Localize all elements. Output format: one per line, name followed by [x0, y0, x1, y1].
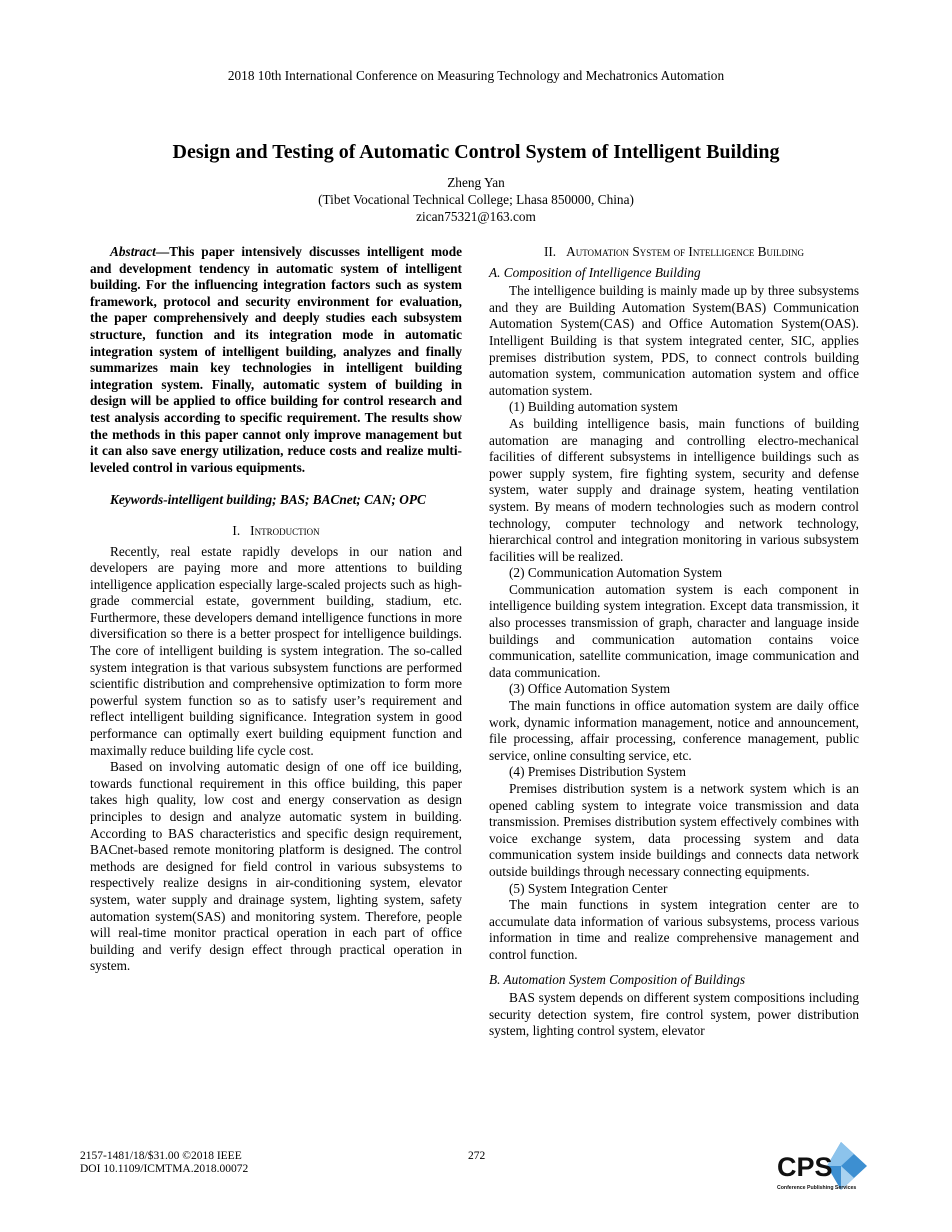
abstract-text: —This paper intensively discusses intelligent mode and development tendency in automatic system of intelligent building. For the influencing integration factors such as system framework, protocol and security environment for evaluation, the paper comprehensively and deeply studies each subsystem structure, function and its integration mode in automatic integration system of intelligent building, analyzes and finally summarizes main key technologies in intelligent building integration system. Finally, automatic system of building in design will be applied to office building for control research and test analysis according to specific requirement. The results show the methods in this paper cannot only improve management but it can also save energy utilization, reduce costs and realize multi-leveled control in various equipments.: [90, 244, 462, 475]
subsection-heading-b: B. Automation System Composition of Buildings: [489, 971, 746, 987]
section-number: I.: [232, 522, 241, 538]
paragraph: The intelligence building is mainly made up by three subsystems and they are Building Automation System(BAS) Communication Automation System(CAS) and Office Automation System(OAS). Intelligent Building is that system integrated center, SIC, applies premises distribution system, PDS, to connect controls building automation system, communication automation system and office automation system.: [489, 283, 859, 398]
paragraph: The main functions in system integration center are to accumulate data information of various subsystems, process various information in time and realize comprehensive management and control function.: [489, 897, 859, 962]
author-block: [0, 174, 952, 225]
footer-copyright: [80, 1150, 248, 1176]
section-title: Introduction: [250, 522, 320, 538]
paragraph: The main functions in office automation system are daily office work, dynamic information management, notice and announcement, file processing, affair processing, conference management, public service, online consulting service, etc.: [489, 698, 859, 763]
subheading: (4) Premises Distribution System: [509, 764, 686, 780]
paragraph: As building intelligence basis, main functions of building automation are managing and controlling electro-mechanical facilities of different subsystems in intelligence buildings such as power supply system, fire fighting system, security and defense system, water supply and drainage system, heating ventilation system. By means of modern technologies such as modern control technology, computer technology and network technology, hierarchical control and integration monitoring in various subsystem facilities will be realized.: [489, 415, 859, 564]
paper-title: Design and Testing of Automatic Control System of Intelligent Building: [172, 141, 780, 163]
section-heading-introduction: [90, 523, 462, 540]
author-email[interactable]: zican75321@163.com: [416, 209, 536, 224]
paragraph: Recently, real estate rapidly develops in our nation and developers are paying more and more attentions to building intelligence application especially large-scaled projects such as high-grade commercial estate, government building, stadium, etc. Furthermore, these developers demand intelligence functions in more diversification so there is a better prospect for intelligence buildings. The core of intelligent building is system integration. The so-called system integration is that various subsystem functions are performed scientific distribution and comprehensive optimization to form more powerful system function so as to satisfy user’s requirement and reflect intelligent building significance. Integration system in good performance can optimally exert building equipment function and maximally reduce building life cycle cost.: [90, 543, 462, 758]
svg-text:CPS: CPS: [777, 1152, 833, 1182]
subheading: (5) System Integration Center: [509, 880, 668, 896]
paragraph: Premises distribution system is a network system which is an opened cabling system to integrate voice transmission and data transmission. Premises distribution system effectively combines with voice exchange system, data processing system and data communication system inside buildings and connects data network outside buildings through necessary connecting equipments.: [489, 781, 859, 879]
left-column: [90, 244, 462, 975]
conference-header: 2018 10th International Conference on Measuring Technology and Mechatronics Automation: [227, 68, 725, 83]
issn-line: 2157-1481/18/$31.00 ©2018 IEEE: [80, 1150, 242, 1162]
cps-logo-icon: [775, 1142, 870, 1194]
section-number: II.: [543, 244, 557, 259]
subheading: (2) Communication Automation System: [509, 565, 723, 581]
doi-line: DOI 10.1109/ICMTMA.2018.00072: [80, 1163, 249, 1175]
author-affiliation: (Tibet Vocational Technical College; Lhasa 850000, China): [318, 192, 634, 207]
abstract: [90, 244, 462, 476]
author-name: Zheng Yan: [447, 175, 505, 190]
keywords: Keywords-intelligent building; BAS; BACnet; CAN; OPC: [110, 492, 426, 508]
section-title: Automation System of Intelligence Building: [566, 244, 805, 259]
abstract-label: Abstract: [110, 244, 156, 259]
paragraph: BAS system depends on different system compositions including security detection system, fire control system, power distribution system, lighting control system, elevator: [489, 990, 859, 1039]
subsection-heading-a: A. Composition of Intelligence Building: [489, 264, 701, 280]
subheading: (3) Office Automation System: [509, 681, 671, 697]
right-column: [489, 244, 859, 1040]
paragraph: Based on involving automatic design of one off ice building, towards functional requirement in this office building, this paper takes high quality, low cost and energy conservation as design principles to design and analyze automatic system in building. According to BAS characteristics and specific design requirement, BACnet-based remote monitoring platform is designed. The control methods are designed for field control in various subsystems to respectively realize designs in air-conditioning system, elevator system, water supply and drainage system, lighting system, safety automation system(SAS) and monitoring system. Therefore, people will real-time monitor practical operation in each part of office building and verify design effect through practical operation in system.: [90, 759, 462, 974]
paragraph: Communication automation system is each component in intelligence building system integration. Except data transmission, it also processes transmission of graph, character and language inside buildings and communication automation contains voice communication, satellite communication, image communication and data communication.: [489, 581, 859, 680]
svg-text:Conference Publishing Services: Conference Publishing Services: [777, 1185, 857, 1191]
page-number: 272: [468, 1150, 486, 1162]
subheading: (1) Building automation system: [509, 399, 678, 415]
section-heading-automation: [489, 244, 859, 261]
